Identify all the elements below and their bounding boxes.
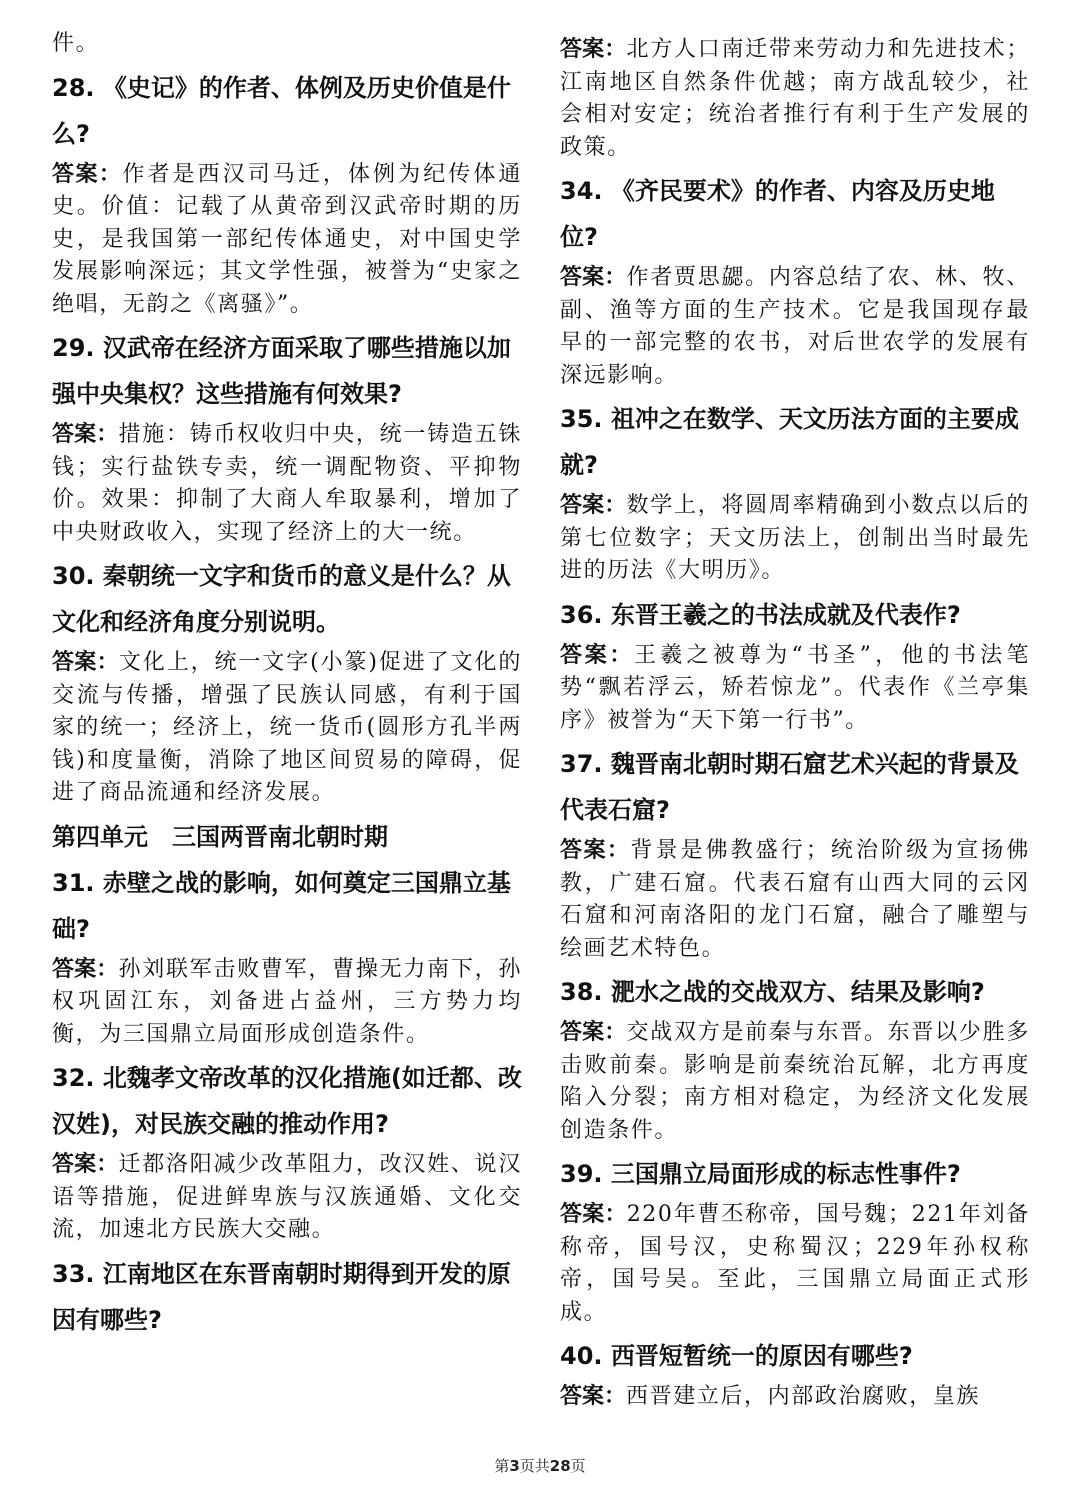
footer-total-pages: 28 xyxy=(549,1457,571,1475)
question-37: 37. 魏晋南北朝时期石窟艺术兴起的背景及代表石窟? xyxy=(560,750,1019,824)
right-column xyxy=(560,28,1030,1418)
answer-text: 交战双方是前秦与东晋。东晋以少胜多击败前秦。影响是前秦统治瓦解，北方再度陷入分裂；南方相对稳定，为经济文化发展创造条件。 xyxy=(560,1020,1030,1143)
question-40: 40. 西晋短暂统一的原因有哪些? xyxy=(560,1342,913,1370)
answer-32 xyxy=(52,1149,522,1247)
question-29: 29. 汉武帝在经济方面采取了哪些措施以加强中央集权？这些措施有何效果? xyxy=(52,334,511,408)
answer-label: 答案： xyxy=(560,265,627,290)
question-34: 34. 《齐民要术》的作者、内容及历史地位? xyxy=(560,177,995,251)
answer-28 xyxy=(52,159,522,322)
answer-29 xyxy=(52,419,522,549)
answer-label: 答案： xyxy=(52,161,123,187)
answer-30 xyxy=(52,647,522,810)
answer-label: 答案： xyxy=(560,493,627,518)
left-column xyxy=(52,28,522,1343)
question-32: 32. 北魏孝文帝改革的汉化措施(如迁都、改汉姓)，对民族交融的推动作用? xyxy=(52,1064,522,1138)
answer-text: 西晋建立后，内部政治腐败，皇族 xyxy=(626,1384,981,1409)
answer-label: 答案： xyxy=(560,1020,627,1045)
question-39: 39. 三国鼎立局面形成的标志性事件? xyxy=(560,1160,961,1188)
answer-label: 答案： xyxy=(52,650,119,675)
question-28: 28. 《史记》的作者、体例及历史价值是什么? xyxy=(52,73,511,148)
continuation-text: 件。 xyxy=(52,31,100,56)
answer-label: 答案： xyxy=(560,37,627,62)
answer-label: 答案： xyxy=(52,956,119,982)
answer-text: 数学上，将圆周率精确到小数点以后的第七位数字；天文历法上，创制出当时最先进的历法《大明历》。 xyxy=(560,493,1030,583)
footer-suffix: 页 xyxy=(570,1457,586,1475)
answer-text: 迁都洛阳减少改革阻力，改汉姓、说汉语等措施，促进鲜卑族与汉族通婚、文化交流，加速北方民族大交融。 xyxy=(52,1152,522,1242)
answer-34 xyxy=(560,262,1030,392)
answer-text: 措施：铸币权收归中央，统一铸造五铢钱；实行盐铁专卖，统一调配物资、平抑物价。效果：抑制了大商人牟取暴利，增加了中央财政收入，实现了经济上的大一统。 xyxy=(52,422,522,545)
answer-label: 答案： xyxy=(560,642,634,668)
footer-page-number: 3 xyxy=(509,1457,520,1475)
answer-text: 文化上，统一文字(小篆)促进了文化的交流与传播，增强了民族认同感，有利于国家的统一；经济上，统一货币(圆形方孔半两钱)和度量衡，消除了地区间贸易的障碍，促进了商品流通和经济发展。 xyxy=(52,650,522,805)
answer-label: 答案： xyxy=(52,1152,119,1177)
answer-label: 答案： xyxy=(560,1384,627,1409)
question-36: 36. 东晋王羲之的书法成就及代表作? xyxy=(560,600,961,629)
answer-text: 北方人口南迁带来劳动力和先进技术；江南地区自然条件优越；南方战乱较少，社会相对安定；统治者推行有利于生产发展的政策。 xyxy=(560,37,1030,160)
answer-text: 220年曹丕称帝，国号魏；221年刘备称帝，国号汉，史称蜀汉；229年孙权称帝，国号吴。至此，三国鼎立局面正式形成。 xyxy=(560,1202,1030,1325)
answer-35 xyxy=(560,490,1030,588)
answer-text: 作者贾思勰。内容总结了农、林、牧、副、渔等方面的生产技术。它是我国现存最早的一部完整的农书，对后世农学的发展有深远影响。 xyxy=(560,265,1030,388)
question-30: 30. 秦朝统一文字和货币的意义是什么？从文化和经济角度分别说明。 xyxy=(52,562,511,636)
answer-text: 背景是佛教盛行；统治阶级为宣扬佛教，广建石窟。代表石窟有山西大同的云冈石窟和河南洛阳的龙门石窟，融合了雕塑与绘画艺术特色。 xyxy=(560,838,1030,961)
answer-text: 作者是西汉司马迁，体例为纪传体通史。价值：记载了从黄帝到汉武帝时期的历史，是我国第一部纪传体通史，对中国史学发展影响深远；其文学性强，被誉为“史家之绝唱，无韵之《离骚》”。 xyxy=(52,161,522,317)
answer-text: 孙刘联军击败曹军，曹操无力南下，孙权巩固江东，刘备进占益州，三方势力均衡，为三国鼎立局面形成创造条件。 xyxy=(52,956,522,1047)
answer-text: 王羲之被尊为“书圣”，他的书法笔势“飘若浮云，矫若惊龙”。代表作《兰亭集序》被誉为“天下第一行书”。 xyxy=(560,642,1030,733)
answer-38 xyxy=(560,1017,1030,1147)
question-35: 35. 祖冲之在数学、天文历法方面的主要成就? xyxy=(560,405,1019,479)
unit-title: 第四单元 三国两晋南北朝时期 xyxy=(52,822,388,851)
answer-label: 答案： xyxy=(52,422,119,447)
footer-middle: 页共 xyxy=(519,1457,550,1475)
answer-label: 答案： xyxy=(560,1202,627,1227)
page-footer xyxy=(0,1455,1080,1476)
footer-prefix: 第 xyxy=(494,1457,510,1475)
answer-33 xyxy=(560,34,1030,164)
answer-36 xyxy=(560,640,1030,738)
answer-37 xyxy=(560,835,1030,965)
question-33: 33. 江南地区在东晋南朝时期得到开发的原因有哪些? xyxy=(52,1259,511,1334)
answer-40 xyxy=(560,1381,1030,1414)
answer-31 xyxy=(52,954,522,1052)
question-38: 38. 淝水之战的交战双方、结果及影响? xyxy=(560,978,985,1006)
answer-label: 答案： xyxy=(560,838,631,863)
question-31: 31. 赤壁之战的影响，如何奠定三国鼎立基础? xyxy=(52,868,511,943)
answer-39 xyxy=(560,1199,1030,1329)
